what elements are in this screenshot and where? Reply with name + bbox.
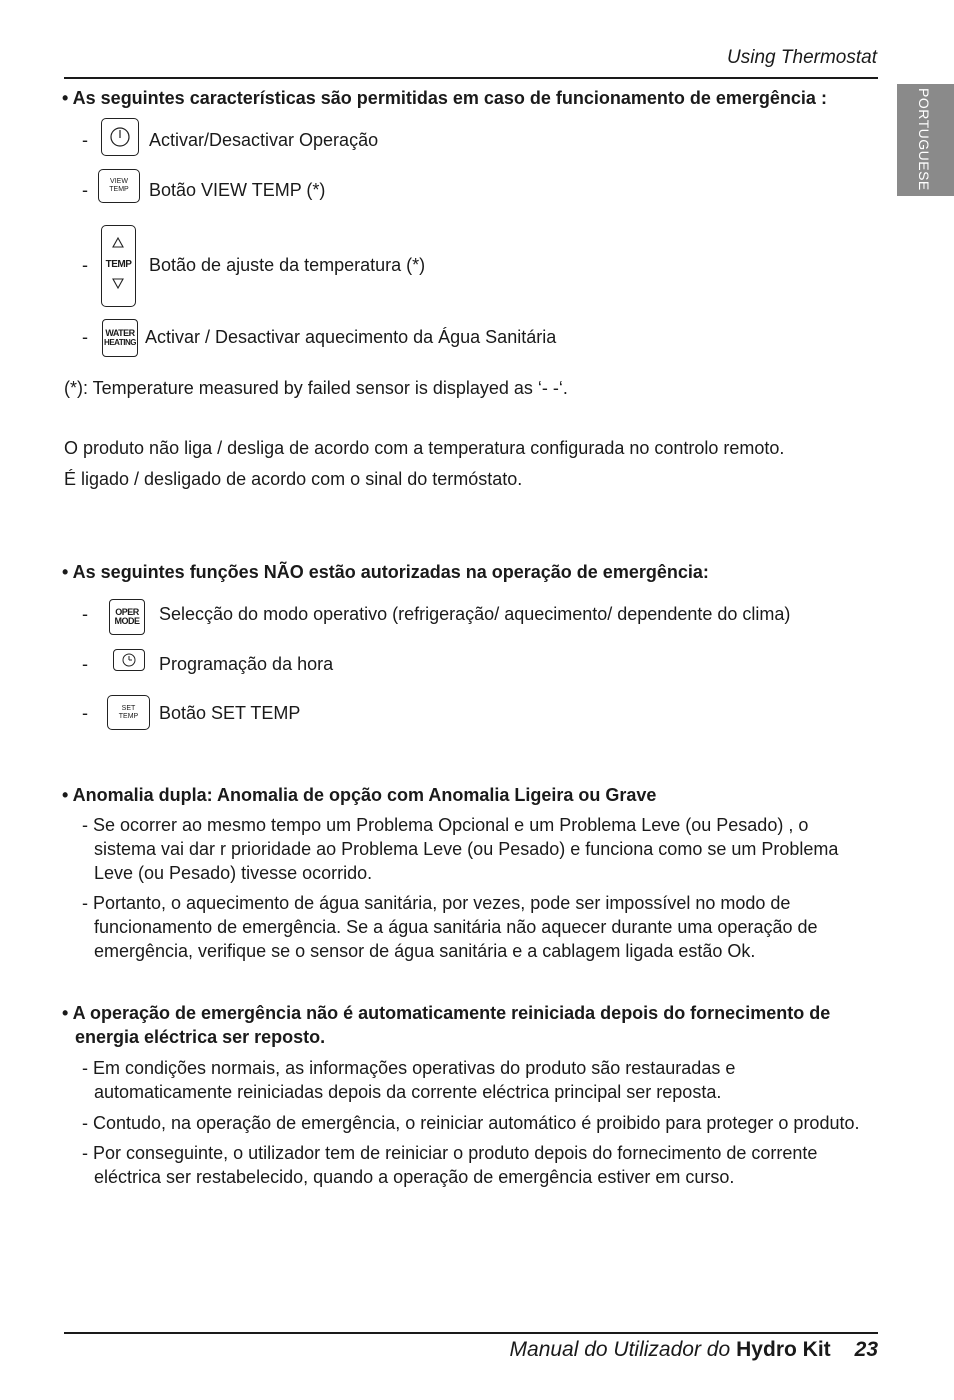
paragraph-line: automaticamente reiniciadas depois da corrente eléctrica principal ser reposta. bbox=[94, 1082, 722, 1102]
icon-text: TEMP bbox=[118, 712, 139, 720]
power-button-icon bbox=[101, 118, 139, 156]
page-header-title: Using Thermostat bbox=[727, 47, 877, 68]
page-footer bbox=[510, 1338, 878, 1362]
icon-text: TEMP bbox=[105, 259, 132, 270]
header-rule bbox=[64, 77, 878, 79]
paragraph-line: emergência, verifique se o sensor de água sanitária e a cablagem ligada estão Ok. bbox=[94, 941, 756, 961]
paragraph-line: Leve (ou Pesado) tivesse ocorrido. bbox=[94, 863, 373, 883]
paragraph-line: funcionamento de emergência. Se a água sanitária não aquecer durante uma operação de bbox=[94, 917, 818, 937]
bullet: • bbox=[62, 785, 69, 805]
oper-mode-button-icon bbox=[109, 599, 145, 635]
paragraph-line: - Contudo, na operação de emergência, o reiniciar automático é proibido para proteger o produto. bbox=[82, 1113, 860, 1133]
list-dash: - bbox=[82, 604, 88, 624]
footer-rule bbox=[64, 1332, 878, 1334]
list-dash: - bbox=[82, 130, 88, 150]
section4-heading bbox=[62, 1001, 830, 1025]
paragraph: O produto não liga / desliga de acordo com a temperatura configurada no controlo remoto. bbox=[64, 438, 785, 458]
icon-text: HEATING bbox=[104, 338, 136, 347]
footnote: (*): Temperature measured by failed sensor is displayed as ‘- -‘. bbox=[64, 378, 568, 398]
list-item: Botão SET TEMP bbox=[159, 703, 301, 723]
clock-icon bbox=[121, 652, 137, 668]
list-item: Activar/Desactivar Operação bbox=[149, 130, 379, 150]
list-item: Selecção do modo operativo (refrigeração/ aquecimento/ dependente do clima) bbox=[159, 604, 791, 624]
paragraph-line: sistema vai dar r prioridade ao Problema Leve (ou Pesado) e funciona como se um Problema bbox=[94, 839, 839, 859]
section2-heading-text: As seguintes funções NÃO estão autorizadas na operação de emergência: bbox=[72, 562, 709, 582]
section1-heading-text: As seguintes características são permitidas em caso de funcionamento de emergência : bbox=[72, 88, 827, 108]
bullet: • bbox=[62, 1003, 69, 1023]
paragraph: É ligado / desligado de acordo com o sinal do termóstato. bbox=[64, 469, 523, 489]
paragraph-line: - Se ocorrer ao mesmo tempo um Problema Opcional e um Problema Leve (ou Pesado) , o bbox=[82, 815, 809, 835]
section2-heading bbox=[62, 560, 709, 584]
list-dash: - bbox=[82, 180, 88, 200]
footer-manual-label: Manual do Utilizador do bbox=[509, 1338, 731, 1361]
icon-text: TEMP bbox=[109, 186, 129, 193]
icon-text: OPER bbox=[115, 607, 139, 617]
temp-adjust-button-icon bbox=[101, 225, 136, 307]
paragraph-line: - Portanto, o aquecimento de água sanitária, por vezes, pode ser impossível no modo de bbox=[82, 893, 791, 913]
set-temp-button-icon bbox=[107, 695, 150, 730]
list-dash: - bbox=[82, 255, 88, 275]
water-heating-button-icon bbox=[102, 319, 138, 357]
section1-heading bbox=[62, 86, 827, 110]
clock-button-icon bbox=[113, 649, 145, 671]
list-dash: - bbox=[82, 654, 88, 674]
list-dash: - bbox=[82, 327, 88, 347]
list-item: Programação da hora bbox=[159, 654, 334, 674]
paragraph-line: eléctrica ser restabelecido, quando a operação de emergência estiver em curso. bbox=[94, 1167, 735, 1187]
bullet: • bbox=[62, 88, 69, 108]
icon-text: WATER bbox=[105, 328, 135, 338]
section4-heading-line2: energia eléctrica ser reposto. bbox=[75, 1027, 326, 1047]
language-tab bbox=[897, 84, 954, 196]
section4-heading-text: A operação de emergência não é automaticamente reiniciada depois do fornecimento de bbox=[72, 1003, 831, 1023]
list-item: Activar / Desactivar aquecimento da Água Sanitária bbox=[145, 327, 557, 347]
list-item: Botão de ajuste da temperatura (*) bbox=[149, 255, 426, 275]
section3-heading bbox=[62, 783, 656, 807]
list-dash: - bbox=[82, 703, 88, 723]
bullet: • bbox=[62, 562, 69, 582]
page-number: 23 bbox=[854, 1338, 878, 1361]
paragraph-line: - Em condições normais, as informações operativas do produto são restauradas e bbox=[82, 1058, 736, 1078]
section3-heading-text: Anomalia dupla: Anomalia de opção com Anomalia Ligeira ou Grave bbox=[72, 785, 657, 805]
paragraph-line: - Por conseguinte, o utilizador tem de reiniciar o produto depois do fornecimento de corrente bbox=[82, 1143, 818, 1163]
list-item: Botão VIEW TEMP (*) bbox=[149, 180, 326, 200]
icon-text: MODE bbox=[114, 616, 140, 626]
icon-text: SET bbox=[121, 704, 136, 712]
language-tab-label: PORTUGUESE bbox=[916, 88, 932, 191]
footer-brand: Hydro Kit bbox=[736, 1338, 831, 1361]
power-icon bbox=[108, 125, 132, 149]
icon-text: VIEW bbox=[110, 178, 128, 185]
view-temp-button-icon bbox=[98, 169, 140, 203]
